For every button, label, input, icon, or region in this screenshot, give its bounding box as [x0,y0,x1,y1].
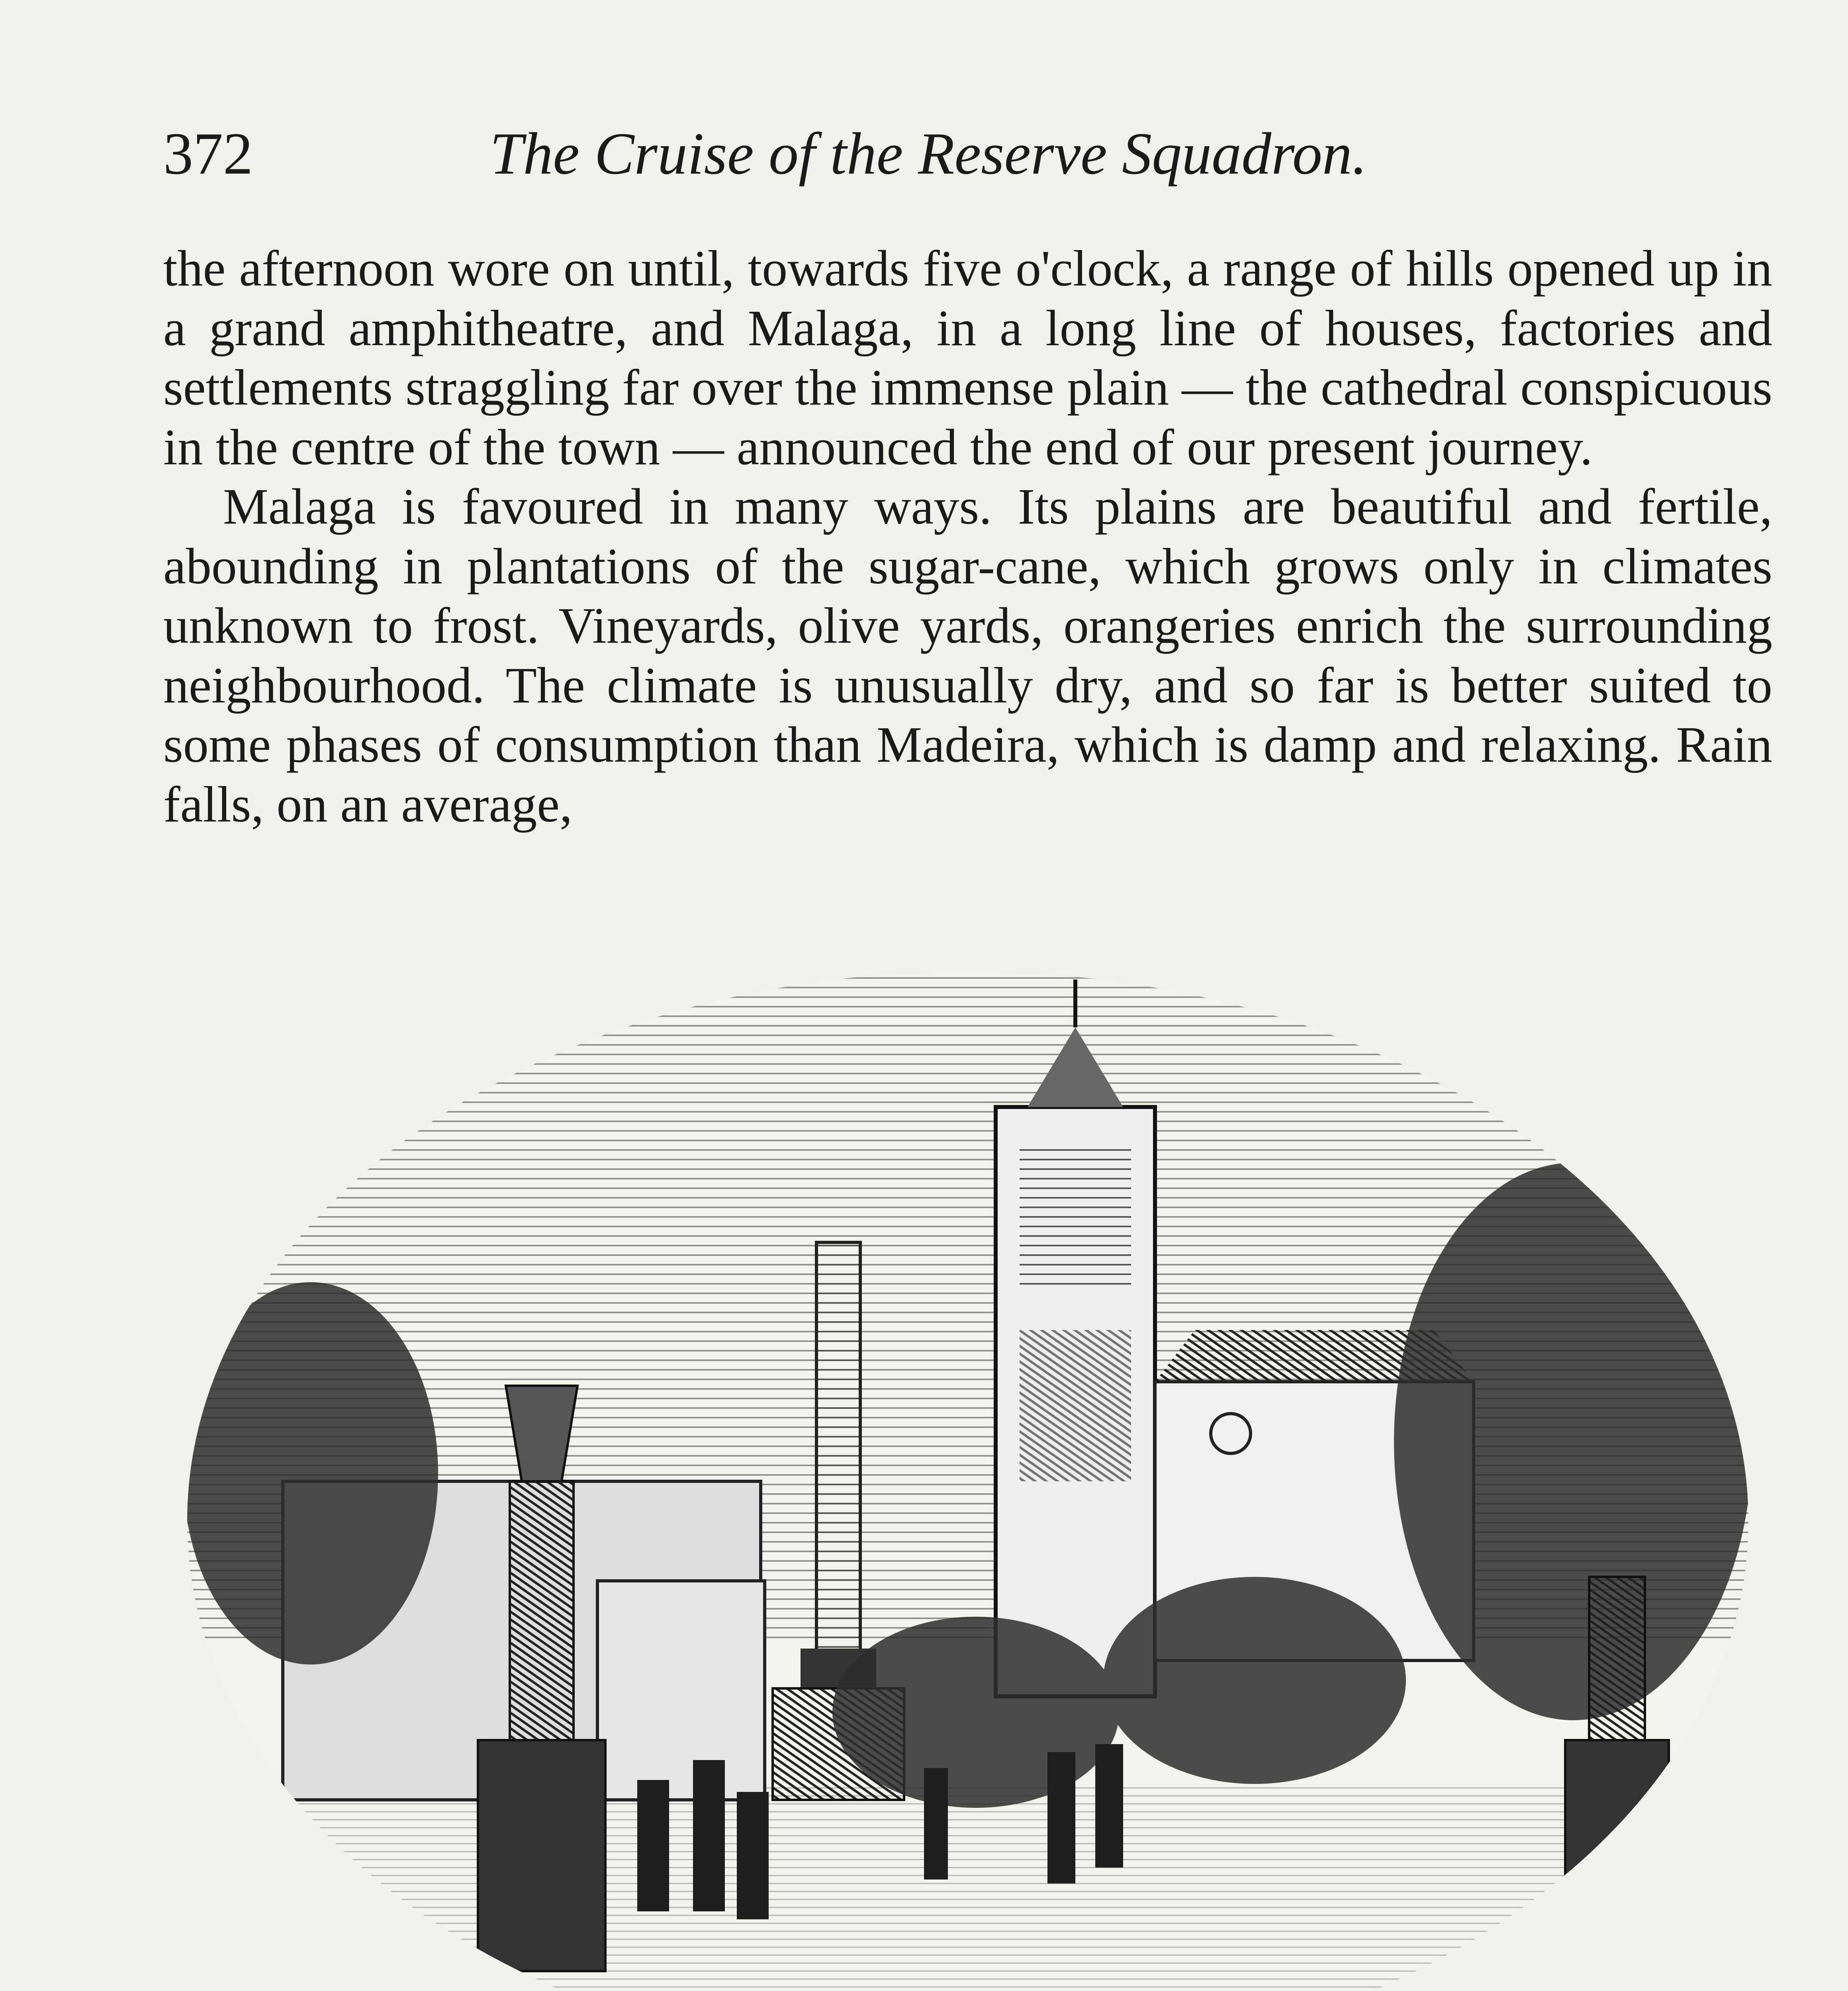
square-ground [179,1784,1756,1991]
page-number: 372 [163,121,253,187]
paragraph: the afternoon wore on until, towards five o'clock, a range of hills opened up in a grand amphitheatre, and Malaga, in a long line of houses, factories and settlements straggling far over the immense plain — the cathedral conspicuous in the centre of the town — announced the end of our present journey. [163,240,1772,475]
running-title: The Cruise of the Reserve Squadron. [490,121,1367,187]
engraving-illustration [179,964,1756,1991]
body-text-top [163,239,1772,834]
page-header [163,119,1772,199]
paragraph: Malaga is favoured in many ways. Its plains are beautiful and fertile, abounding in plantations of the sugar-cane, which grows only in climates unknown to frost. Vineyards, olive yards, orangeries enrich the surrounding neighbourhood. The climate is unusually dry, and so far is better suited to some phases of consumption than Madeira, which is damp and relaxing. Rain falls, on an average, [163,478,1772,833]
